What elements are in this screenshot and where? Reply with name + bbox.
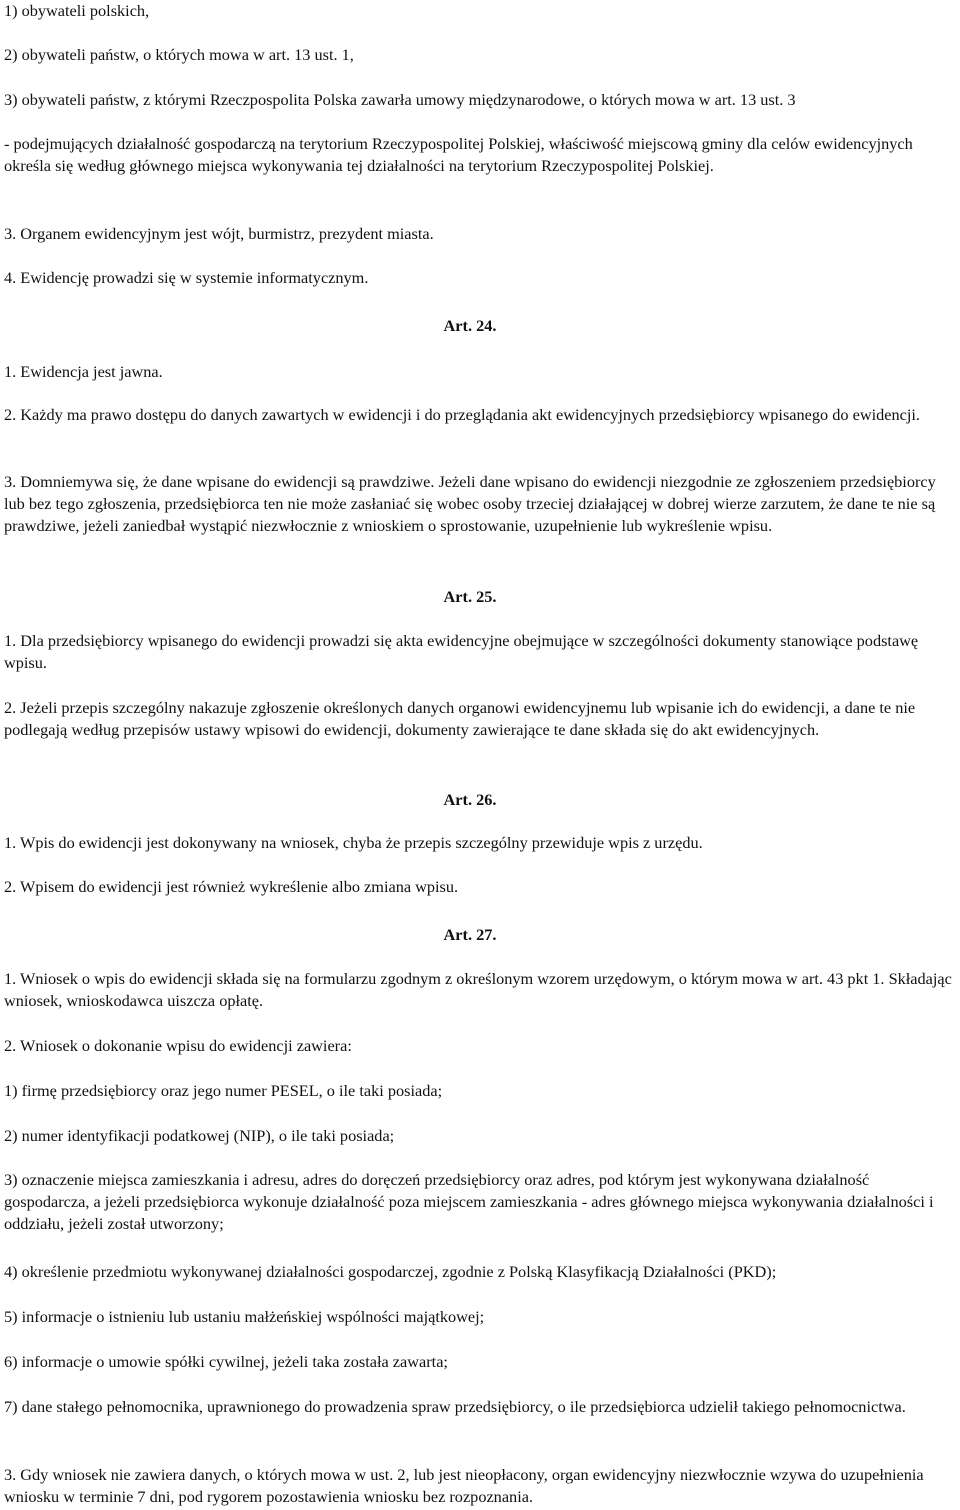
list-item: 7) dane stałego pełnomocnika, uprawnionego do prowadzenia spraw przedsiębiorcy, o ile przedsiębiorca udzielił takiego pełnomocnictwa.: [4, 1397, 906, 1416]
list-item: 1) firmę przedsiębiorcy oraz jego numer PESEL, o ile taki posiada;: [4, 1081, 443, 1100]
article-heading: Art. 24.: [443, 316, 497, 335]
paragraph: 4. Ewidencję prowadzi się w systemie informatycznym.: [4, 268, 369, 287]
paragraph: 1. Wniosek o wpis do ewidencji składa się na formularzu zgodnym z określonym wzorem urzędowym, o którym mowa w art. 43 pkt 1. Składając wniosek, wnioskodawca uiszcza opłatę.: [4, 969, 952, 1010]
list-item: 2) obywateli państw, o których mowa w art. 13 ust. 1,: [4, 45, 354, 64]
article-heading: Art. 27.: [443, 925, 497, 944]
list-item: 1) obywateli polskich,: [4, 1, 150, 20]
paragraph: 1. Wpis do ewidencji jest dokonywany na wniosek, chyba że przepis szczególny przewiduje wpis z urzędu.: [4, 833, 703, 852]
paragraph: 2. Jeżeli przepis szczególny nakazuje zgłoszenie określonych danych organowi ewidencyjnemu lub wpisanie ich do ewidencji, a dane te nie podlegają według przepisów ustawy wpisowi do ewidencji, dokumenty zawierające te dane składa się do akt ewidencyjnych.: [4, 698, 916, 739]
article-heading: Art. 26.: [443, 790, 497, 809]
paragraph: 3. Organem ewidencyjnym jest wójt, burmistrz, prezydent miasta.: [4, 224, 434, 243]
list-item: 4) określenie przedmiotu wykonywanej działalności gospodarczej, zgodnie z Polską Klasyfikacją Działalności (PKD);: [4, 1262, 777, 1281]
paragraph: 2. Wpisem do ewidencji jest również wykreślenie albo zmiana wpisu.: [4, 877, 459, 896]
list-item: 2) numer identyfikacji podatkowej (NIP), o ile taki posiada;: [4, 1126, 395, 1145]
paragraph: 1. Dla przedsiębiorcy wpisanego do ewidencji prowadzi się akta ewidencyjne obejmujące w szczególności dokumenty stanowiące podstawę wpisu.: [4, 631, 919, 672]
paragraph: 3. Domniemywa się, że dane wpisane do ewidencji są prawdziwe. Jeżeli dane wpisano do ewidencji niezgodnie ze zgłoszeniem przedsiębiorcy lub bez tego zgłoszenia, przedsiębiorca ten nie może zasłaniać się wobec osoby trzeciej działającej w dobrej wierze zarzutem, że dane te nie są prawdziwe, jeżeli zaniedbał wystąpić niezwłocznie z wnioskiem o sprostowanie, uzupełnienie lub wykreślenie wpisu.: [4, 472, 936, 535]
list-item: 5) informacje o istnieniu lub ustaniu małżeńskiej wspólności majątkowej;: [4, 1307, 485, 1326]
paragraph: - podejmujących działalność gospodarczą na terytorium Rzeczypospolitej Polskiej, właściwość miejscową gminy dla celów ewidencyjnych określa się według głównego miejsca wykonywania tej działalności na terytorium Rzeczypospolitej Polskiej.: [4, 134, 913, 175]
article-heading: Art. 25.: [443, 587, 497, 606]
paragraph: 2. Wniosek o dokonanie wpisu do ewidencji zawiera:: [4, 1036, 352, 1055]
list-item: 3) obywateli państw, z którymi Rzeczpospolita Polska zawarła umowy międzynarodowe, o których mowa w art. 13 ust. 3: [4, 90, 796, 109]
paragraph: 3. Gdy wniosek nie zawiera danych, o których mowa w ust. 2, lub jest nieopłacony, organ ewidencyjny niezwłocznie wzywa do uzupełnienia wniosku w terminie 7 dni, pod rygorem pozostawienia wniosku bez rozpoznania.: [4, 1465, 924, 1506]
list-item: 3) oznaczenie miejsca zamieszkania i adresu, adres do doręczeń przedsiębiorcy oraz adres, pod którym jest wykonywana działalność gospodarcza, a jeżeli przedsiębiorca wykonuje działalność poza miejscem zamieszkania - adres głównego miejsca wykonywania działalności i oddziału, jeżeli został utworzony;: [4, 1170, 934, 1233]
list-item: 6) informacje o umowie spółki cywilnej, jeżeli taka została zawarta;: [4, 1352, 448, 1371]
paragraph: 1. Ewidencja jest jawna.: [4, 362, 163, 381]
paragraph: 2. Każdy ma prawo dostępu do danych zawartych w ewidencji i do przeglądania akt ewidencyjnych przedsiębiorcy wpisanego do ewidencji.: [4, 405, 920, 424]
